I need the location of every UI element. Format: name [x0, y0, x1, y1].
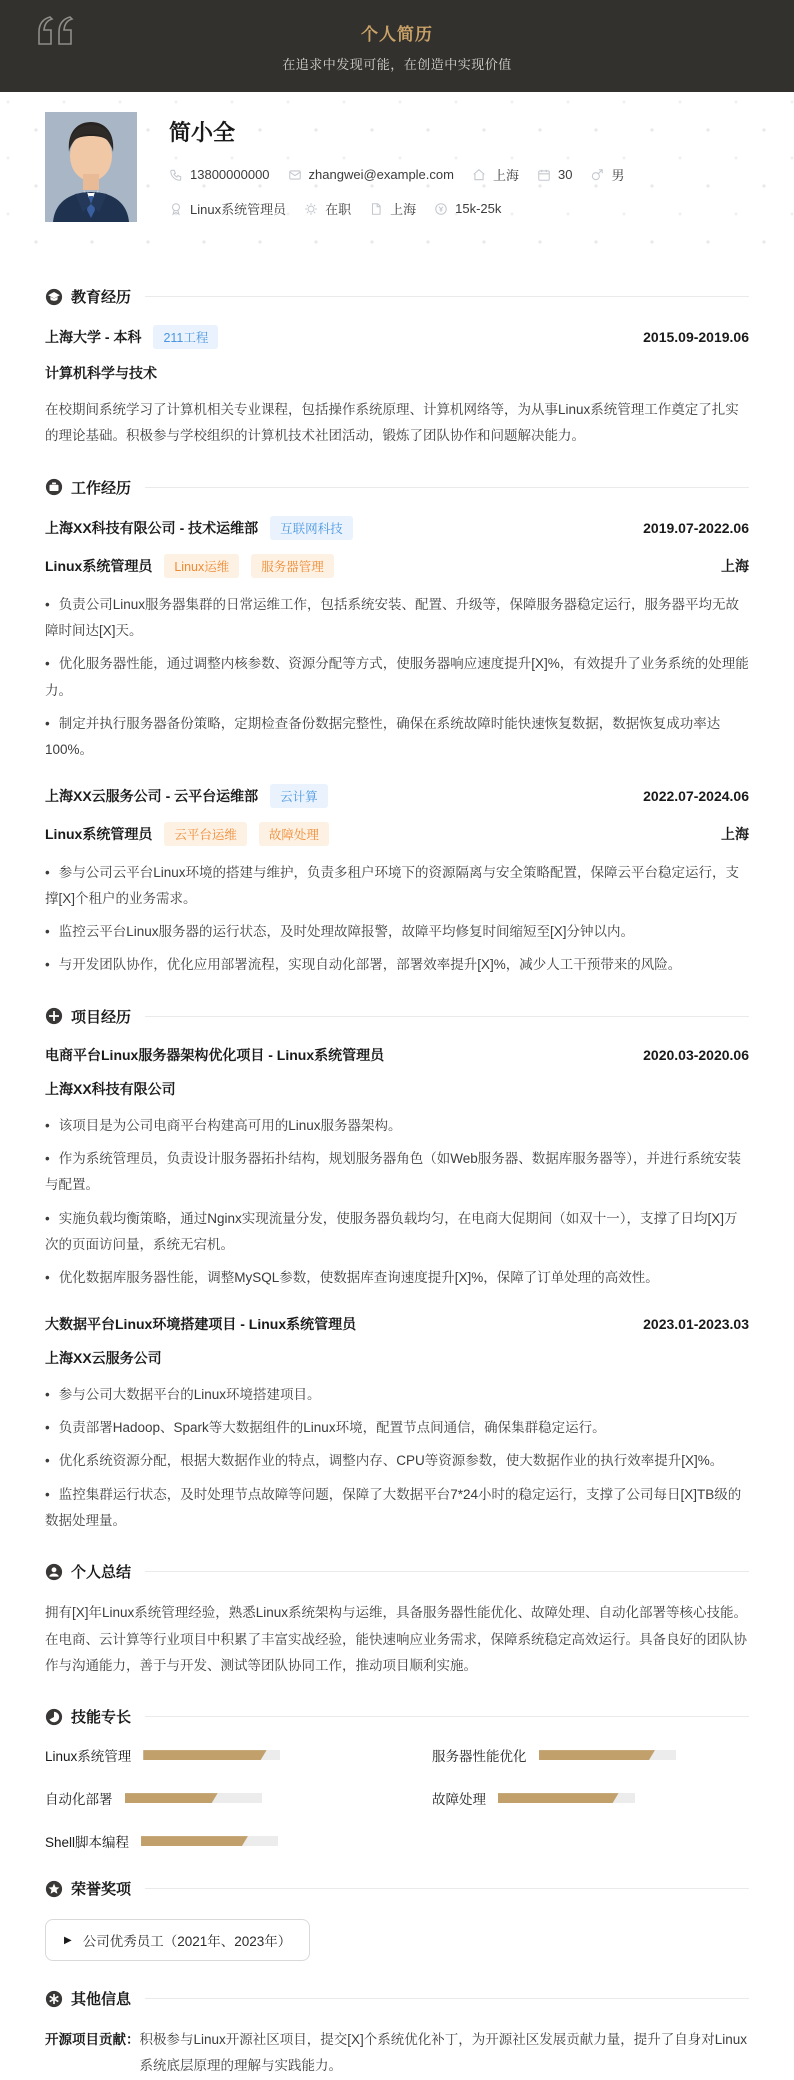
- project-header: [45, 1314, 749, 1334]
- contact-email: [288, 167, 454, 182]
- job-entry: [45, 516, 749, 764]
- skills-grid: [45, 1745, 749, 1851]
- document-icon: [369, 202, 383, 216]
- job-entry: [45, 784, 749, 979]
- age-value: 30: [557, 167, 573, 182]
- contact-salary: [434, 201, 501, 216]
- phone-icon: [169, 168, 183, 182]
- project-company: 上海XX科技有限公司: [45, 1080, 176, 1097]
- skill-bar-fill: [141, 1836, 248, 1846]
- project-date: 2023.01-2023.03: [643, 1315, 749, 1332]
- medal-icon: [45, 1880, 63, 1898]
- education-description: 在校期间系统学习了计算机相关专业课程，包括操作系统原理、计算机网络等，为从事Linux系统管理工作奠定了扎实的理论基础。积极参与学校组织的计算机技术社团活动，锻炼了团队协作和问题解决能力。: [45, 402, 739, 444]
- job-bullet: • 参与公司云平台Linux环境的搭建与维护，负责多租户环境下的资源隔离与安全策略配置，保障云平台稳定运行，支撑[X]个租户的业务需求。: [45, 860, 749, 913]
- skill-item: [45, 1788, 362, 1808]
- project-entry: [45, 1314, 749, 1535]
- section-title: 项目经历: [71, 1008, 132, 1026]
- profile-card: [0, 92, 794, 259]
- contact-location: [369, 199, 416, 218]
- job-bullet: • 优化服务器性能，通过调整内核参数、资源分配等方式，使服务器响应速度提升[X]%，有效提升了业务系统的处理能力。: [45, 651, 749, 704]
- contact-row-1: [169, 165, 624, 184]
- section-divider: [145, 487, 749, 488]
- job-location: 上海: [721, 557, 749, 574]
- section-other: [45, 1988, 749, 2009]
- project-bullet: • 实施负载均衡策略，通过Nginx实现流量分发，使服务器负载均匀，在电商大促期间（如双十一），支撑了日均[X]万次的页面访问量，系统无宕机。: [45, 1206, 749, 1259]
- job-role-row: [45, 822, 749, 846]
- job-role: Linux系统管理员: [45, 557, 153, 574]
- skill-bar-fill: [539, 1750, 655, 1760]
- section-title: 技能专长: [71, 1709, 132, 1727]
- skill-name: 自动化部署: [45, 1792, 113, 1808]
- skill-name: Linux系统管理: [45, 1749, 132, 1765]
- school-tag: 211工程: [153, 325, 218, 349]
- section-divider: [145, 1998, 749, 1999]
- company-name: 上海XX科技有限公司 - 技术运维部: [45, 519, 259, 536]
- industry-tag: 互联网科技: [270, 516, 353, 540]
- skill-bar-fill: [143, 1750, 266, 1760]
- skill-bar: [141, 1836, 278, 1846]
- home-icon: [472, 168, 486, 182]
- project-name: 电商平台Linux服务器架构优化项目 - Linux系统管理员: [45, 1046, 385, 1063]
- position-icon: [169, 202, 183, 216]
- contact-city: [472, 165, 519, 184]
- age-icon: [537, 168, 551, 182]
- phone-value: 13800000000: [190, 167, 270, 182]
- asterisk-icon: [45, 1990, 63, 2008]
- company-name: 上海XX云服务公司 - 云平台运维部: [45, 787, 259, 804]
- role-tag: 服务器管理: [251, 554, 334, 578]
- section-title: 教育经历: [71, 289, 132, 306]
- skill-name: Shell脚本编程: [45, 1835, 130, 1851]
- honor-text: 公司优秀员工（2021年、2023年）: [82, 1934, 292, 1950]
- section-title: 荣誉奖项: [71, 1881, 132, 1899]
- job-role: Linux系统管理员: [45, 825, 153, 842]
- major-name: 计算机科学与技术: [45, 365, 157, 381]
- banner: [0, 0, 794, 92]
- briefcase-icon: [45, 478, 63, 496]
- other-info-text: 积极参与Linux开源社区项目，提交[X]个系统优化补丁，为开源社区发展贡献力量，提升了自身对Linux系统底层原理的理解与实践能力。: [139, 2032, 748, 2074]
- role-tag: 故障处理: [259, 822, 329, 846]
- section-skills: [45, 1706, 749, 1727]
- project-company: 上海XX云服务公司: [45, 1349, 162, 1366]
- skill-item: [432, 1745, 749, 1765]
- skill-bar: [143, 1750, 280, 1760]
- section-title: 工作经历: [71, 479, 132, 497]
- location-value: 上海: [390, 202, 417, 217]
- contact-position: [169, 199, 286, 218]
- section-divider: [145, 1016, 749, 1017]
- job-bullet: • 与开发团队协作，优化应用部署流程，实现自动化部署，部署效率提升[X]%，减少人工干预带来的风险。: [45, 952, 749, 978]
- project-bullet: • 作为系统管理员，负责设计服务器拓扑结构，规划服务器角色（如Web服务器、数据库服务器等），并进行系统安装与配置。: [45, 1146, 749, 1199]
- section-divider: [145, 1571, 749, 1572]
- project-name: 大数据平台Linux环境搭建项目 - Linux系统管理员: [45, 1315, 357, 1332]
- project-bullet: • 监控集群运行状态，及时处理节点故障等问题，保障了大数据平台7*24小时的稳定运行，支撑了公司每日[X]TB级的数据处理量。: [45, 1482, 749, 1535]
- section-work: [45, 477, 749, 498]
- city-value: 上海: [492, 168, 519, 183]
- job-bullet: • 负责公司Linux服务器集群的日常运维工作，包括系统安装、配置、升级等，保障服务器稳定运行，服务器平均无故障时间达[X]天。: [45, 592, 749, 645]
- summary-text: 拥有[X]年Linux系统管理经验，熟悉Linux系统架构与运维，具备服务器性能优化、故障处理、自动化部署等核心技能。在电商、云计算等行业项目中积累了丰富实战经验，能快速响应业务需求，保障系统稳定高效运行。具备良好的团队协作与沟通能力，善于与开发、测试等团队协同工作，推动项目顺利实施。: [45, 1605, 748, 1673]
- person-name: 简小全: [169, 120, 236, 145]
- job-bullet: • 制定并执行服务器备份策略，定期检查备份数据完整性，确保在系统故障时能快速恢复数据，数据恢复成功率达100%。: [45, 711, 749, 764]
- page-subtitle: 在追求中发现可能，在创造中实现价值: [282, 56, 512, 72]
- section-title: 其他信息: [71, 1991, 132, 2009]
- pie-chart-icon: [45, 1708, 63, 1726]
- project-date: 2020.03-2020.06: [643, 1046, 749, 1063]
- project-bullet: • 该项目是为公司电商平台构建高可用的Linux服务器架构。: [45, 1113, 749, 1139]
- skill-item: [45, 1831, 362, 1851]
- job-bullet: • 监控云平台Linux服务器的运行状态，及时处理故障报警，故障平均修复时间缩短至[X]分钟以内。: [45, 919, 749, 945]
- skill-bar: [539, 1750, 676, 1760]
- project-bullet: • 优化数据库服务器性能，调整MySQL参数，使数据库查询速度提升[X]%，保障了订单处理的高效性。: [45, 1265, 749, 1291]
- section-honors: [45, 1878, 749, 1899]
- project-bullet: • 负责部署Hadoop、Spark等大数据组件的Linux环境，配置节点间通信，确保集群稳定运行。: [45, 1415, 749, 1441]
- project-bullet: • 优化系统资源分配，根据大数据作业的特点，调整内存、CPU等资源参数，使大数据作业的执行效率提升[X]%。: [45, 1448, 749, 1474]
- job-header: [45, 784, 749, 808]
- job-header: [45, 516, 749, 540]
- section-divider: [145, 1888, 749, 1889]
- honor-item[interactable]: [45, 1919, 310, 1961]
- position-value: Linux系统管理员: [190, 202, 287, 217]
- other-info-label: 开源项目贡献：: [45, 2032, 140, 2048]
- skill-bar-fill: [498, 1793, 619, 1803]
- job-role-row: [45, 554, 749, 578]
- avatar: [45, 112, 137, 222]
- education-date: 2015.09-2019.06: [643, 329, 749, 345]
- role-tag: Linux运维: [164, 554, 239, 578]
- status-icon: [304, 202, 318, 216]
- section-projects: [45, 1006, 749, 1027]
- project-entry: [45, 1045, 749, 1292]
- skill-bar: [498, 1793, 635, 1803]
- email-value: zhangwei@example.com: [308, 167, 454, 182]
- salary-value: 15k-25k: [455, 201, 502, 216]
- section-summary: [45, 1561, 749, 1582]
- role-tag: 云平台运维: [164, 822, 247, 846]
- graduation-cap-icon: [45, 288, 63, 306]
- skill-item: [45, 1745, 362, 1765]
- section-education: [45, 286, 749, 307]
- school-name: 上海大学 - 本科: [45, 329, 142, 345]
- person-icon: [45, 1563, 63, 1581]
- gender-value: 男: [611, 168, 625, 183]
- email-icon: [288, 168, 302, 182]
- skill-name: 服务器性能优化: [432, 1749, 527, 1765]
- industry-tag: 云计算: [270, 784, 328, 808]
- section-title: 个人总结: [71, 1564, 132, 1582]
- job-location: 上海: [721, 825, 749, 842]
- grid-plus-icon: [45, 1007, 63, 1025]
- caret-right-icon: ▶: [64, 1934, 72, 1946]
- skill-name: 故障处理: [432, 1792, 486, 1808]
- skill-bar-fill: [125, 1793, 218, 1803]
- job-date: 2022.07-2024.06: [643, 787, 749, 804]
- contact-phone: [169, 167, 270, 182]
- resume-content: [0, 286, 794, 2080]
- job-date: 2019.07-2022.06: [643, 519, 749, 536]
- contact-gender: [590, 165, 624, 184]
- profile-main: [169, 112, 624, 233]
- contact-status: [304, 199, 351, 218]
- section-divider: [145, 296, 749, 297]
- other-info-row: [45, 2027, 749, 2080]
- skill-bar: [125, 1793, 262, 1803]
- project-bullet: • 参与公司大数据平台的Linux环境搭建项目。: [45, 1382, 749, 1408]
- project-header: [45, 1045, 749, 1065]
- section-divider: [145, 1716, 749, 1717]
- status-value: 在职: [325, 202, 352, 217]
- skill-item: [432, 1788, 749, 1808]
- contact-age: [537, 167, 572, 182]
- education-entry-header: [45, 325, 749, 349]
- salary-icon: [434, 202, 448, 216]
- quote-icon: [36, 14, 80, 53]
- contact-row-2: [169, 199, 624, 218]
- gender-icon: [590, 168, 604, 182]
- page-title: 个人简历: [361, 24, 433, 44]
